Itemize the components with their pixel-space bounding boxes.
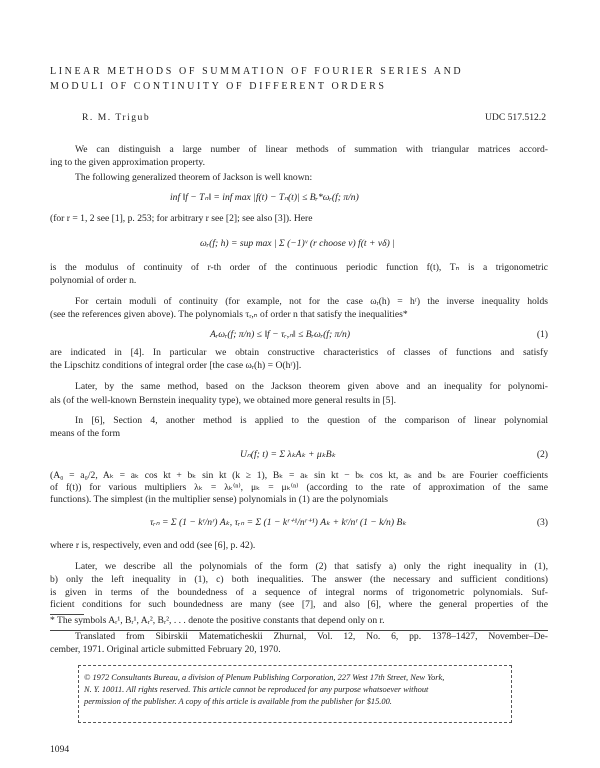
p4-line-1: is the modulus of continuity of r-th order of the continuous periodic function f(t), Tₙ is a trigonometric <box>50 262 548 273</box>
translation-line-1: Translated from Sibirskii Matematicheskii Zhurnal, Vol. 12, No. 6, pp. 1378–1427, November–De- <box>75 631 548 642</box>
p3: (for r = 1, 2 see [1], p. 253; for arbitrary r see [2]; see also [3]). Here <box>50 213 313 224</box>
footnote: * The symbols Aᵣ¹, Bᵣ¹, Aᵣ², Bᵣ², . . . denote the positive constants that depend only on r. <box>50 615 385 626</box>
equation-jackson: inf ‖f − Tₙ‖ = inf max |f(t) − Tₙ(t)| ≤ Bᵣ*ωᵣ(f; π/n) <box>170 192 359 203</box>
author: R. M. Trigub <box>82 112 151 123</box>
p8-line-1: In [6], Section 4, another method is applied to the question of the comparison of linear polynomial <box>75 415 548 426</box>
p11-line-2: b) only the left inequality in (1), c) both inequalities. The answer (the necessary and sufficient conditions) <box>50 574 548 585</box>
copyright-line-2: N. Y. 10011. All rights reserved. This article cannot be reproduced for any purpose whatsoever without <box>84 685 429 694</box>
equation-1: Aᵣωᵣ(f; π/n) ≤ ‖f − τᵣ,ₙ‖ ≤ Bᵣωᵣ(f; π/n) <box>210 329 351 340</box>
page-number: 1094 <box>50 744 70 755</box>
copyright-line-3: permission of the publisher. A copy of this article is available from the publisher for $15.00. <box>84 697 392 706</box>
equation-2-number: (2) <box>536 449 548 460</box>
p10: where r is, respectively, even and odd (see [6], p. 42). <box>50 540 256 551</box>
p5-line-2: (see the references given above). The polynomials τᵣ,ₙ of order n that satisfy the inequalities* <box>50 309 408 320</box>
copyright-line-1: © 1972 Consultants Bureau, a division of Plenum Publishing Corporation, 227 West 17th Street, New York, <box>84 673 445 682</box>
equation-3-number: (3) <box>536 517 548 528</box>
title-line-2: MODULI OF CONTINUITY OF DIFFERENT ORDERS <box>50 81 387 92</box>
p5-line-1: For certain moduli of continuity (for example, not for the case ωᵣ(h) = hʳ) the inverse inequality holds <box>75 296 548 307</box>
p7-line-2: als (of the well-known Bernstein inequality type), we obtained more general results in [5]. <box>50 395 397 406</box>
translation-line-2: cember, 1971. Original article submitted February 20, 1970. <box>50 644 281 655</box>
equation-2: Uₙ(f; t) = Σ λₖAₖ + μₖBₖ <box>240 449 336 460</box>
title-line-1: LINEAR METHODS OF SUMMATION OF FOURIER SERIES AND <box>50 66 464 77</box>
equation-1-number: (1) <box>536 329 548 340</box>
p4-line-2: polynomial of order n. <box>50 275 137 286</box>
p6-line-1: are indicated in [4]. In particular we obtain constructive characteristics of classes of functions and satisfy <box>50 347 548 358</box>
p8-line-2: means of the form <box>50 428 121 439</box>
p11-line-1: Later, we describe all the polynomials of the form (2) that satisfy a) only the right inequality in (1), <box>75 561 548 572</box>
p9-line-3: functions). The simplest (in the multiplier sense) polynomials in (1) are the polynomials <box>50 494 388 505</box>
p11-line-3: is given in terms of the boundedness of a sequence of integral norms of trigonometric polynomials. Suf- <box>50 587 548 598</box>
p7-line-1: Later, by the same method, based on the Jackson theorem given above and an inequality for polynomi- <box>75 381 548 392</box>
p9-line-1: (A₀ = a₀/2, Aₖ = aₖ cos kt + bₖ sin kt (k ≥ 1), Bₖ = aₖ sin kt − bₖ cos kt, aₖ and bₖ are Fourier coefficients <box>50 470 548 481</box>
p1-line-2: ing to the given approximation property. <box>50 157 205 168</box>
p11-line-4: ficient conditions for such boundedness are many (see [7], and also [6], where the general properties of the <box>50 599 548 610</box>
p2: The following generalized theorem of Jackson is well known: <box>75 172 313 183</box>
equation-modulus: ωᵣ(f; h) = sup max | Σ (−1)ᵛ (r choose ν) f(t + νδ) | <box>200 238 395 249</box>
p9-line-2: of f(t)) for various multipliers λₖ = λₖ⁽ⁿ⁾, μₖ = μₖ⁽ⁿ⁾ (according to the rate of approximation of the same <box>50 482 548 493</box>
p1-line-1: We can distinguish a large number of linear methods of summation with triangular matrices accord- <box>75 144 548 155</box>
equation-3: τᵣₙ = Σ (1 − kʳ/nʳ) Aₖ, τᵣₙ = Σ (1 − kʳ⁺¹/nʳ⁺¹) Aₖ + kʳ/nʳ (1 − k/n) Bₖ <box>150 517 407 528</box>
udc: UDC 517.512.2 <box>484 112 546 123</box>
p6-line-2: the Lipschitz conditions of integral order [the case ωᵣ(h) = O(hʳ)]. <box>50 360 302 371</box>
